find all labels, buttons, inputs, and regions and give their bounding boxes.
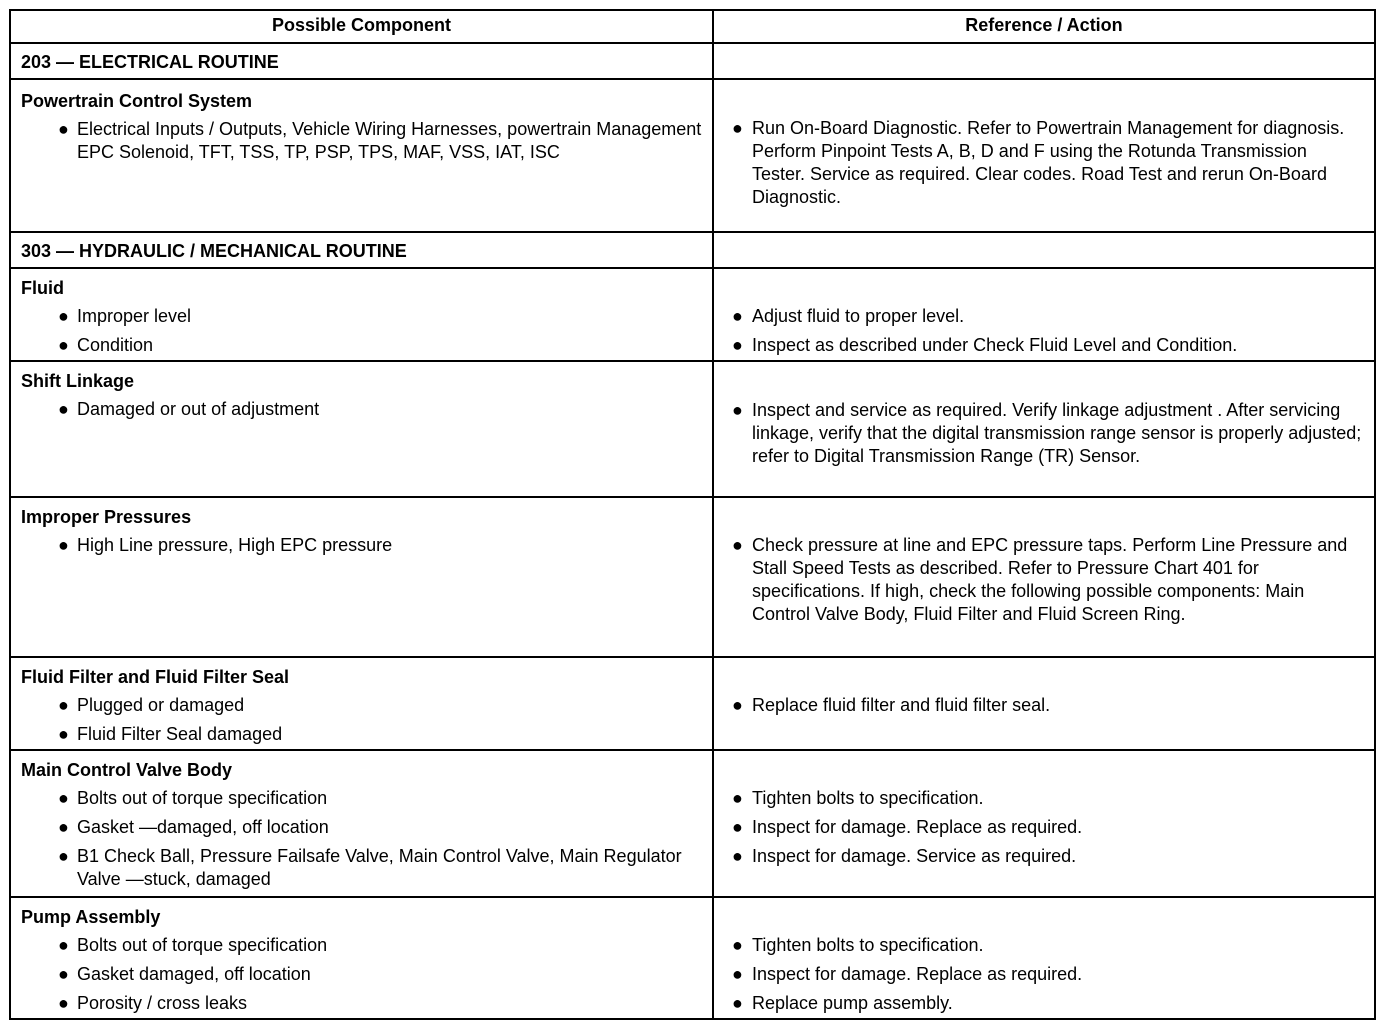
component-title: Improper Pressures [21,507,192,527]
action-item: ● Inspect and service as required. Verify linkage adjustment . After servicing linkage, verify that the digital transmission range sensor is properly adjusted; refer to Digital Transmission Range (TR) Sensor. [732,400,1362,466]
component-item: ● Damaged or out of adjustment [58,399,320,419]
bullet-icon: ● [732,993,743,1013]
section-row-hydraulic [11,233,1374,269]
table-row-pump-assembly [11,898,1374,1018]
component-title: Main Control Valve Body [21,760,233,780]
component-title: Fluid Filter and Fluid Filter Seal [21,667,290,687]
table-row-fluid-filter [11,658,1374,751]
component-item: ● High Line pressure, High EPC pressure [58,535,393,555]
bullet-icon: ● [58,788,69,808]
table-row-powertrain [11,80,1374,233]
component-title: Powertrain Control System [21,91,253,111]
component-item: ● Improper level [58,306,192,326]
component-item: ● Porosity / cross leaks [58,993,248,1013]
bullet-icon: ● [732,935,743,955]
component-item: ● Gasket —damaged, off location [58,817,329,837]
bullet-icon: ● [58,535,69,555]
component-item: ● Bolts out of torque specification [58,788,328,808]
bullet-icon: ● [732,335,743,355]
action-item: ● Inspect for damage. Replace as required. [732,817,1083,837]
action-item: ● Check pressure at line and EPC pressure taps. Perform Line Pressure and Stall Speed Tests as described. Refer to Pressure Chart 401 for specifications. If high, check the following possible components: Main Control Valve Body, Fluid Filter and Fluid Screen Ring. [732,535,1348,624]
bullet-icon: ● [58,993,69,1013]
component-item: ● Electrical Inputs / Outputs, Vehicle Wiring Harnesses, powertrain Management EPC Solenoid, TFT, TSS, TP, PSP, TPS, MAF, VSS, IAT, ISC [58,119,702,162]
bullet-icon: ● [58,695,69,715]
bullet-icon: ● [58,964,69,984]
section-title-hydraulic: 303 — HYDRAULIC / MECHANICAL ROUTINE [21,241,407,261]
action-item: ● Inspect as described under Check Fluid Level and Condition. [732,335,1238,355]
component-item: ● Bolts out of torque specification [58,935,328,955]
bullet-icon: ● [732,306,743,326]
component-title: Pump Assembly [21,907,161,927]
bullet-icon: ● [58,335,69,355]
action-item: ● Inspect for damage. Service as required. [732,846,1077,866]
bullet-icon: ● [732,846,743,866]
bullet-icon: ● [58,817,69,837]
component-title: Shift Linkage [21,371,135,391]
bullet-icon: ● [58,935,69,955]
bullet-icon: ● [732,695,743,715]
bullet-icon: ● [58,724,69,744]
section-title-electrical: 203 — ELECTRICAL ROUTINE [21,52,279,72]
header-reference-action: Reference / Action [965,15,1123,35]
action-item: ● Inspect for damage. Replace as required. [732,964,1083,984]
table-row-main-control-valve-body [11,751,1374,898]
header-possible-component: Possible Component [271,15,451,35]
action-item: ● Replace pump assembly. [732,993,953,1013]
component-title: Fluid [21,278,64,298]
action-item: ● Tighten bolts to specification. [732,788,984,808]
component-item: ● Fluid Filter Seal damaged [58,724,283,744]
diagnostic-table [9,9,1376,1020]
table-row-shift-linkage [11,362,1374,498]
bullet-icon: ● [732,400,743,420]
bullet-icon: ● [732,788,743,808]
table-row-improper-pressures [11,498,1374,658]
bullet-icon: ● [732,817,743,837]
table-header-row [11,11,1374,44]
bullet-icon: ● [732,964,743,984]
component-item: ● Condition [58,335,154,355]
section-row-electrical [11,44,1374,80]
action-item: ● Adjust fluid to proper level. [732,306,965,326]
bullet-icon: ● [58,846,69,866]
action-item: ● Tighten bolts to specification. [732,935,984,955]
bullet-icon: ● [58,399,69,419]
component-item: ● Plugged or damaged [58,695,245,715]
action-item: ● Replace fluid filter and fluid filter seal. [732,695,1051,715]
bullet-icon: ● [732,118,743,138]
bullet-icon: ● [732,535,743,555]
component-item: ● B1 Check Ball, Pressure Failsafe Valve, Main Control Valve, Main Regulator Valve —stuck, damaged [58,846,682,889]
bullet-icon: ● [58,119,69,139]
action-item: ● Run On-Board Diagnostic. Refer to Powertrain Management for diagnosis. Perform Pinpoint Tests A, B, D and F using the Rotunda Transmission Tester. Service as required. Clear codes. Road Test and rerun On-Board Diagnostic. [732,118,1345,207]
table-row-fluid [11,269,1374,362]
bullet-icon: ● [58,306,69,326]
component-item: ● Gasket damaged, off location [58,964,311,984]
